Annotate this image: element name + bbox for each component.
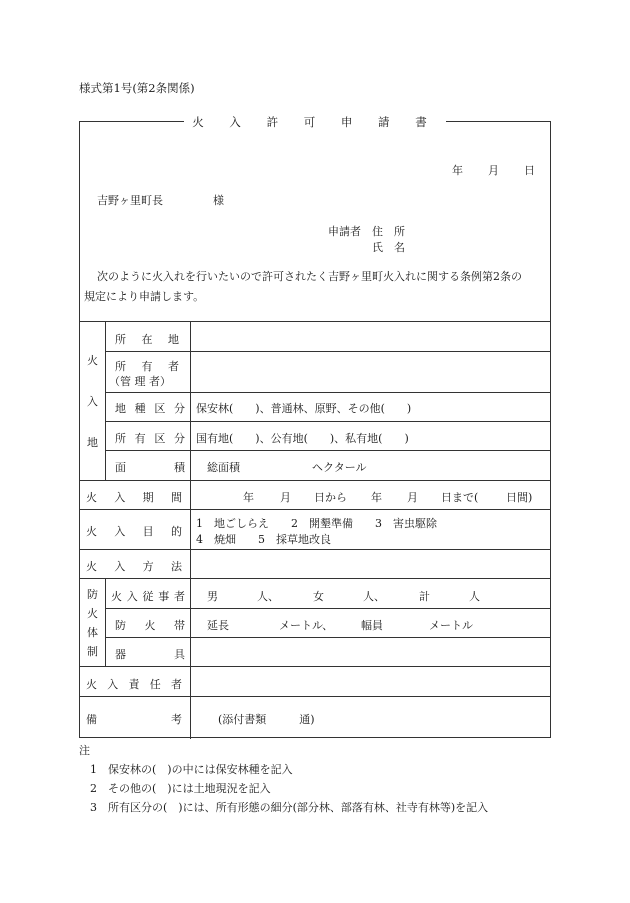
period-label: 火 入 期 間 bbox=[86, 491, 182, 504]
form-id: 様式第1号(第2条関係) bbox=[79, 81, 195, 95]
ownership-label: 所 有 区 分 bbox=[115, 432, 185, 445]
fire-prevention-group-label: 防 火 体 制 bbox=[87, 587, 98, 658]
applicant-name-label: 氏 名 bbox=[372, 241, 405, 254]
manager-label: （管 理 者） bbox=[109, 375, 171, 388]
application-form bbox=[79, 115, 551, 738]
remarks-value: (添付書類 通) bbox=[218, 713, 315, 726]
area-label: 面 積 bbox=[115, 461, 185, 474]
note-item-1: 1 保安林の( )の中には保安林種を記入 bbox=[90, 763, 293, 776]
workers-label: 火 入 従 事 者 bbox=[111, 590, 185, 603]
female-label: 女 bbox=[313, 590, 324, 603]
land-group-label: 火 入 地 bbox=[87, 353, 98, 449]
responsible-label: 火 入 責 任 者 bbox=[86, 678, 182, 691]
male-label: 男 bbox=[207, 590, 218, 603]
period-month: 月 bbox=[280, 491, 291, 504]
land-type-value: 保安林( )、普通林、原野、その他( ) bbox=[196, 402, 412, 415]
area-value-prefix: 総面積 bbox=[207, 461, 240, 474]
purpose-line-1: 1 地ごしらえ 2 開墾準備 3 害虫駆除 bbox=[196, 517, 437, 530]
male-unit: 人、 bbox=[257, 590, 279, 603]
area-unit: ヘクタール bbox=[312, 461, 367, 474]
applicant-label: 申請者 bbox=[328, 225, 361, 238]
period-to: 日まで( bbox=[441, 491, 479, 504]
owner-label: 所 有 者 bbox=[115, 360, 179, 373]
remarks-label: 備 考 bbox=[86, 713, 182, 726]
honorific: 様 bbox=[213, 194, 224, 207]
firebreak-label: 防 火 帯 bbox=[115, 619, 185, 632]
female-unit: 人、 bbox=[363, 590, 385, 603]
applicant-address-label: 住 所 bbox=[372, 225, 405, 238]
total-label: 計 bbox=[419, 590, 430, 603]
period-year-2: 年 bbox=[371, 491, 382, 504]
intro-line-2: 規定により申請します。 bbox=[84, 290, 205, 303]
period-year: 年 bbox=[243, 491, 254, 504]
period-days: 日間) bbox=[506, 491, 533, 504]
notes-heading: 注 bbox=[79, 744, 90, 757]
ownership-value: 国有地( )、公有地( )、私有地( ) bbox=[196, 432, 409, 445]
land-type-label: 地 種 区 分 bbox=[115, 402, 185, 415]
addressee: 吉野ヶ里町長 bbox=[97, 194, 163, 207]
note-item-2: 2 その他の( )には土地現況を記入 bbox=[90, 782, 271, 795]
purpose-line-2: 4 焼畑 5 採草地改良 bbox=[196, 533, 331, 546]
period-from: 日から bbox=[314, 491, 347, 504]
location-label: 所 在 地 bbox=[115, 333, 179, 346]
date-day: 日 bbox=[524, 164, 535, 177]
total-unit: 人 bbox=[469, 590, 480, 603]
width-label: 幅員 bbox=[361, 619, 383, 632]
equipment-label: 器 具 bbox=[115, 648, 185, 661]
intro-line-1: 次のように火入れを行いたいので許可されたく吉野ヶ里町火入れに関する条例第2条の bbox=[97, 270, 522, 283]
period-month-2: 月 bbox=[407, 491, 418, 504]
date-month: 月 bbox=[488, 164, 499, 177]
width-unit: メートル bbox=[429, 619, 473, 632]
method-label: 火 入 方 法 bbox=[86, 560, 182, 573]
date-year: 年 bbox=[452, 164, 463, 177]
note-item-3: 3 所有区分の( )には、所有形態の細分(部分林、部落有林、社寺有林等)を記入 bbox=[90, 801, 489, 814]
length-label: 延長 bbox=[207, 619, 229, 632]
purpose-label: 火 入 目 的 bbox=[86, 525, 182, 538]
length-unit: メートル、 bbox=[279, 619, 334, 632]
form-title: 火 入 許 可 申 請 書 bbox=[184, 115, 445, 129]
